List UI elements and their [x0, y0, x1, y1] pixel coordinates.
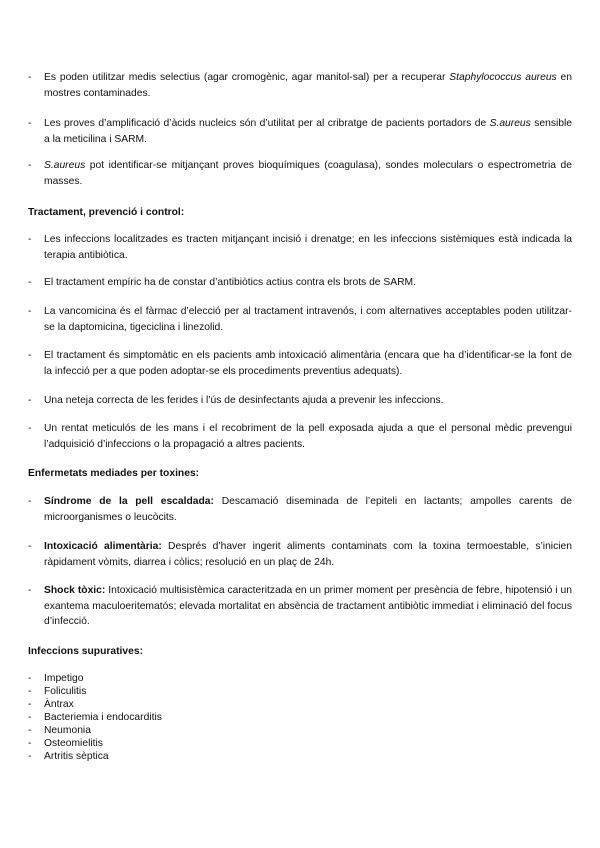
bullet-dash: -: [28, 541, 32, 552]
diagnosis-item-1: - Es poden utilitzar medis selectius (agar cromogènic, agar manitol-sal) per a recuperar Staphylococcus aureus en mostres contaminades.: [28, 72, 572, 99]
toxin-item-3: - Shock tòxic: Intoxicació multisistèmica caracteritzada en un primer moment per presència de febre, hipotensió i un exantema maculoeritematós; elevada mortalitat en absència de tractament antibiòtic immediat i eliminació del focus d’infecció.: [28, 585, 572, 627]
treatment-item-3: - La vancomicina és el fàrmac d’elecció per al tractament intravenós, i com alternatives acceptables poden utilitzar-se la daptomicina, tigeciclina i linezolid.: [28, 306, 572, 333]
treatment-item-6: - Un rentat meticulós de les mans i el recobriment de la pell exposada ajuda a que el personal mèdic prevengui l’adquisició d’infeccions o la propagació a altres pacients.: [28, 423, 572, 450]
suppurative-list: [28, 672, 328, 763]
bullet-dash: -: [28, 306, 32, 317]
toxin-item-2: - Intoxicació alimentària: Després d’haver ingerit aliments contaminats com la toxina termoestable, s’inicien ràpidament vòmits, diarrea i còlics; resolució en un plaç de 24h.: [28, 541, 572, 568]
list-item: - Osteomielitis: [28, 738, 103, 749]
bullet-dash: -: [28, 160, 32, 171]
bullet-dash: -: [28, 277, 32, 288]
bullet-dash: -: [28, 72, 32, 83]
diagnosis-item-3: - S.aureus pot identificar-se mitjançant proves bioquímiques (coagulasa), sondes moleculars o espectrometria de masses.: [28, 160, 572, 187]
toxin-item-1: - Síndrome de la pell escaldada: Descamació diseminada de l’epiteli en lactants; ampolles carents de microorganismes o leucòcits.: [28, 496, 572, 523]
list-item: - Impetigo: [28, 673, 84, 684]
list-item: - Foliculitis: [28, 686, 87, 697]
bullet-dash: -: [28, 234, 32, 245]
list-item: - Neumonia: [28, 725, 91, 736]
bullet-dash: -: [28, 395, 32, 406]
bullet-dash: -: [28, 496, 32, 507]
treatment-heading: Tractament, prevenció i control:: [28, 207, 185, 218]
suppurative-heading: Infeccions supuratives:: [28, 646, 144, 657]
treatment-item-5: - Una neteja correcta de les ferides i l’ús de desinfectants ajuda a prevenir les infeccions.: [28, 393, 572, 409]
bullet-dash: -: [28, 350, 32, 361]
bullet-dash: -: [28, 423, 32, 434]
list-item: - Bacteriemia i endocarditis: [28, 712, 162, 723]
bullet-dash: -: [28, 118, 32, 129]
diagnosis-item-2: - Les proves d’amplificació d’àcids nucleics són d’utilitat per al cribratge de pacients portadors de S.aureus sensible a la meticilina i SARM.: [28, 118, 573, 145]
bullet-dash: -: [28, 585, 32, 596]
list-item: - Artritis sèptica: [28, 751, 109, 762]
toxins-heading: Enfermetats mediades per toxines:: [28, 468, 200, 479]
list-item: - Àntrax: [28, 699, 74, 710]
treatment-item-4: - El tractament és simptomàtic en els pacients amb intoxicació alimentària (encara que ha d’identificar-se la font de la infecció per a que poden adoptar-se els procediments preventius adequats).: [28, 350, 572, 377]
treatment-item-2: - El tractament empíric ha de constar d’antibiòtics actius contra els brots de SARM.: [28, 275, 572, 291]
treatment-item-1: - Les infeccions localitzades es tracten mitjançant incisió i drenatge; en les infeccions sistèmiques està indicada la terapia antibiòtica.: [28, 234, 572, 261]
